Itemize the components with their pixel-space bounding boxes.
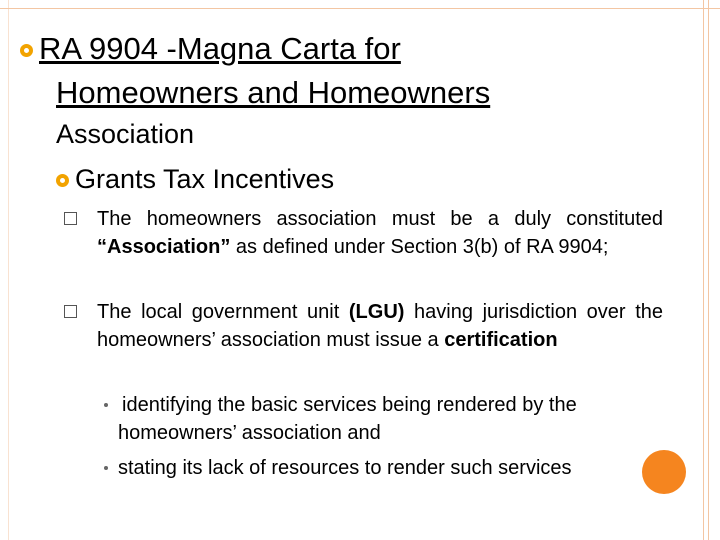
- list-item-2-bold-end: certification: [444, 329, 558, 351]
- list-item-1: [97, 205, 663, 261]
- title-line-2: [56, 74, 490, 112]
- sub-item-2: [118, 454, 678, 482]
- title-text-3: Association: [56, 119, 195, 149]
- title-text-1: RA 9904 -Magna Carta for: [39, 31, 401, 66]
- list-item-2-text: The local government unit: [97, 301, 349, 323]
- frame-line-right-inner: [708, 0, 709, 540]
- subheading-bullet-icon: [56, 174, 69, 187]
- sub-item-2-text: stating its lack of resources to render such services: [118, 457, 572, 479]
- list-item-2-text-mid: having jurisdiction over the homeowners’ association must issue a: [97, 301, 663, 351]
- checkbox-bullet-icon: [64, 305, 77, 318]
- title-line-3: [56, 118, 194, 150]
- title-line-1: [20, 30, 401, 68]
- frame-line-right-outer: [703, 0, 704, 540]
- subheading: [56, 163, 334, 195]
- sub-item-1: [118, 391, 678, 447]
- frame-line-left: [8, 0, 9, 540]
- small-dot-bullet-icon: [104, 466, 108, 470]
- list-item-1-text: The homeowners association must be a duly constituted: [97, 208, 663, 230]
- list-item-1-text-end: as defined under Section 3(b) of RA 9904;: [230, 236, 609, 258]
- checkbox-bullet-icon: [64, 212, 77, 225]
- sub-item-1-text: identifying the basic services being rendered by the homeowners’ association and: [118, 394, 577, 444]
- list-item-2: [97, 298, 663, 354]
- list-item-2-bold: (LGU): [348, 301, 405, 323]
- frame-line-top: [0, 8, 720, 9]
- title-text-2: Homeowners and Homeowners: [56, 75, 491, 110]
- title-bullet-icon: [20, 44, 33, 57]
- decorative-circle: [642, 450, 686, 494]
- subheading-text: Grants Tax Incentives: [75, 164, 335, 194]
- list-item-1-bold: “Association”: [97, 236, 231, 258]
- small-dot-bullet-icon: [104, 403, 108, 407]
